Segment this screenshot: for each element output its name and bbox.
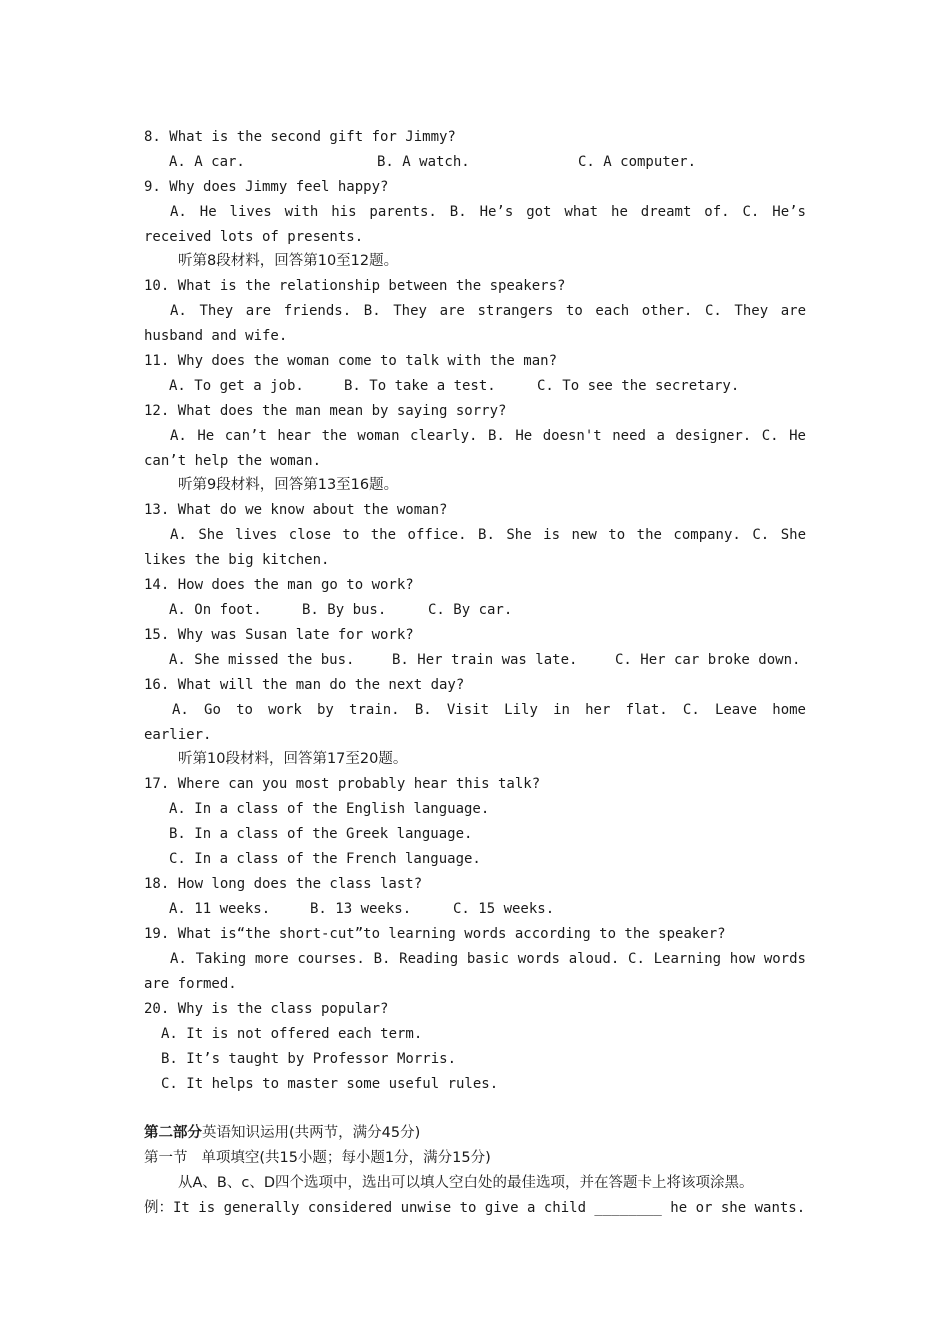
option-17b: B. In a class of the Greek language. [169, 826, 473, 842]
option-12c-continued: can’t help the woman. [144, 453, 322, 469]
option-10b: B. They are strangers to each other. [363, 303, 693, 319]
option-10a: A. They are friends. [170, 303, 352, 319]
option-12b: B. He doesn't need a designer. [487, 428, 752, 444]
option-8b: B. A watch. [377, 154, 470, 170]
option-11c: C. To see the secretary. [537, 378, 740, 394]
option-11b: B. To take a test. [344, 378, 496, 394]
option-17c: C. In a class of the French language. [169, 851, 481, 867]
option-9c: C. He’s [742, 204, 806, 220]
question-12: 12. What does the man mean by saying sorry? [144, 403, 507, 419]
option-15a: A. She missed the bus. [169, 652, 355, 668]
question-20: 20. Why is the class popular? [144, 1001, 389, 1017]
question-10: 10. What is the relationship between the speakers? [144, 278, 566, 294]
section-intro-8: 听第8段材料，回答第10至12题。 [178, 253, 399, 269]
question-9: 9. Why does Jimmy feel happy? [144, 179, 389, 195]
example-line [144, 1198, 805, 1218]
question-19: 19. What is“the short-cut”to learning words according to the speaker? [144, 926, 726, 942]
option-17a: A. In a class of the English language. [169, 801, 490, 817]
options-12-line [144, 426, 806, 446]
option-20b: B. It’s taught by Professor Morris. [161, 1051, 457, 1067]
option-16b: B. Visit Lily in her flat. [414, 702, 668, 718]
option-14b: B. By bus. [302, 602, 387, 618]
question-16: 16. What will the man do the next day? [144, 677, 465, 693]
option-20c: C. It helps to master some useful rules. [161, 1076, 499, 1092]
option-14c: C. By car. [428, 602, 513, 618]
option-9b: B. He’s got what he dreamt of. [449, 204, 730, 220]
example-label: 例： [144, 1200, 173, 1216]
options-9-line [144, 202, 806, 222]
option-19c-continued: are formed. [144, 976, 237, 992]
option-11a: A. To get a job. [169, 378, 304, 394]
option-13a: A. She lives close to the office. [170, 527, 467, 543]
question-11: 11. Why does the woman come to talk with the man? [144, 353, 558, 369]
option-10c: C. They are [704, 303, 807, 319]
option-12c: C. He [761, 428, 806, 444]
example-text: It is generally considered unwise to give a child ________ he or she wants. [173, 1200, 806, 1216]
option-9a: A. He lives with his parents. [170, 204, 437, 220]
question-17: 17. Where can you most probably hear this talk? [144, 776, 541, 792]
part2-title-rest: 英语知识运用(共两节，满分45分) [202, 1125, 421, 1141]
option-12a: A. He can’t hear the woman clearly. [170, 428, 478, 444]
part2-title [144, 1123, 420, 1143]
options-13-line [144, 525, 806, 545]
option-15c: C. Her car broke down. [615, 652, 801, 668]
option-18a: A. 11 weeks. [169, 901, 271, 917]
option-19c: C. Learning how words [628, 951, 806, 967]
option-13c: C. She [752, 527, 806, 543]
section1-heading: 第一节 单项填空(共15小题；每小题1分，满分15分) [144, 1150, 491, 1166]
options-16-line [144, 700, 806, 720]
option-20a: A. It is not offered each term. [161, 1026, 423, 1042]
option-18b: B. 13 weeks. [310, 901, 412, 917]
section1-instruction: 从A、B、c、D四个选项中，选出可以填人空白处的最佳选项，并在答题卡上将该项涂黑。 [178, 1175, 754, 1191]
option-13b: B. She is new to the company. [478, 527, 741, 543]
option-18c: C. 15 weeks. [453, 901, 555, 917]
section-intro-10: 听第10段材料，回答第17至20题。 [178, 751, 408, 767]
option-14a: A. On foot. [169, 602, 262, 618]
option-16a: A. Go to work by train. [172, 702, 400, 718]
section-intro-9: 听第9段材料，回答第13至16题。 [178, 477, 399, 493]
option-19a: A. Taking more courses. [170, 951, 365, 967]
option-16c: C. Leave home [682, 702, 806, 718]
option-19b: B. Reading basic words aloud. [373, 951, 620, 967]
option-10c-continued: husband and wife. [144, 328, 288, 344]
option-8c: C. A computer. [578, 154, 697, 170]
part2-title-bold: 第二部分 [144, 1125, 202, 1141]
option-9c-continued: received lots of presents. [144, 229, 364, 245]
question-14: 14. How does the man go to work? [144, 577, 414, 593]
option-13c-continued: likes the big kitchen. [144, 552, 330, 568]
option-15b: B. Her train was late. [392, 652, 578, 668]
option-8a: A. A car. [169, 154, 245, 170]
options-19-line [144, 949, 806, 969]
question-15: 15. Why was Susan late for work? [144, 627, 414, 643]
options-10-line [144, 301, 806, 321]
option-16c-continued: earlier. [144, 727, 212, 743]
question-18: 18. How long does the class last? [144, 876, 423, 892]
question-13: 13. What do we know about the woman? [144, 502, 448, 518]
question-8: 8. What is the second gift for Jimmy? [144, 129, 456, 145]
